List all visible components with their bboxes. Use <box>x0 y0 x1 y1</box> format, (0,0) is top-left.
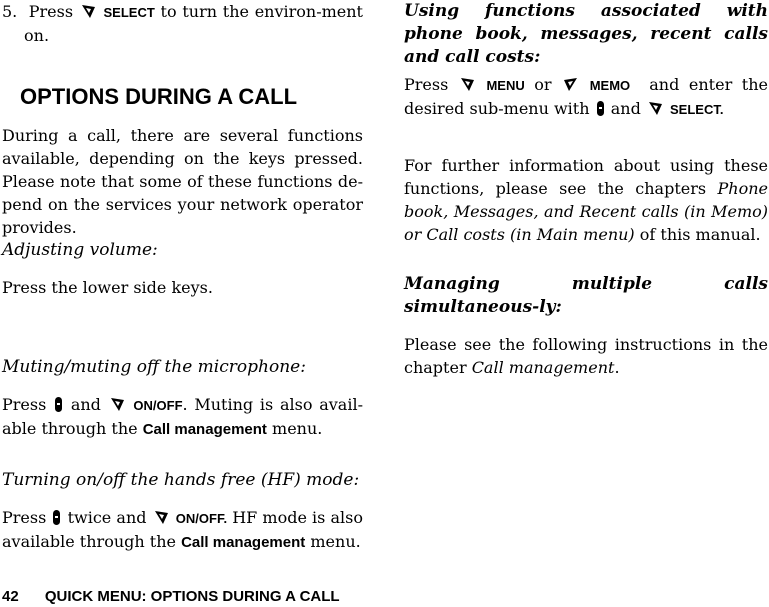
hf-end: menu. <box>310 532 361 551</box>
functions-instruction <box>404 73 768 121</box>
step-number: 5. <box>2 2 18 21</box>
hands-free-section <box>2 469 363 554</box>
step-press: Press <box>28 2 74 21</box>
call-management-menu-label: Call management <box>181 534 306 551</box>
volume-section <box>2 239 363 299</box>
mute-press: Press <box>2 395 47 414</box>
multi-text: Please see the following instructions in the chapter <box>404 335 768 377</box>
menu-key-label: MENU <box>486 78 525 93</box>
multi-chapter: Call management <box>471 358 615 377</box>
intro-paragraph <box>2 124 363 239</box>
side-key-icon <box>53 510 60 525</box>
footer-title: QUICK MENU: OPTIONS DURING A CALL <box>44 588 340 605</box>
left-soft-key-icon <box>460 77 475 92</box>
mute-section <box>2 356 363 441</box>
multi-end: . <box>614 358 620 377</box>
further-info <box>404 154 768 246</box>
volume-heading: Adjusting volume: <box>2 240 158 260</box>
volume-body: Press the lower side keys. <box>2 278 213 297</box>
functions-heading-block <box>404 0 768 69</box>
functions-heading: Using functions associated with phone book, messages, recent calls and call costs: <box>404 1 768 67</box>
section-title: OPTIONS DURING A CALL <box>20 84 298 109</box>
functions-enter: and enter the desired sub-menu with <box>404 75 768 118</box>
onoff-key-label: ON/OFF <box>133 398 183 413</box>
mute-body <box>2 393 363 441</box>
functions-and: and <box>610 99 641 118</box>
page-footer <box>2 587 340 607</box>
right-soft-key-icon <box>563 77 578 92</box>
step-5 <box>2 0 363 47</box>
mute-end: menu. <box>272 419 323 438</box>
multi-heading: Managing multiple calls simultaneous-ly: <box>404 274 768 317</box>
left-soft-key-icon <box>81 4 96 19</box>
left-soft-key-icon <box>154 510 169 525</box>
hf-heading: Turning on/off the hands free (HF) mode: <box>2 470 360 490</box>
info-chapters: Phone book, Messages, and Recent calls (in Memo) or Call costs (in Main menu) <box>404 179 768 244</box>
info-start: For further information about using these functions, please see the chapters <box>404 156 768 198</box>
onoff-key-label: ON/OFF. <box>175 511 228 526</box>
functions-press: Press <box>404 75 449 94</box>
info-end: of this manual. <box>639 225 761 244</box>
side-key-icon <box>55 397 62 412</box>
select-key-label: SELECT. <box>670 102 724 117</box>
multiple-calls-section <box>404 273 768 379</box>
mute-and: and <box>70 395 101 414</box>
further-info-body <box>404 154 768 246</box>
multi-body <box>404 333 768 379</box>
functions-or: or <box>534 75 552 94</box>
select-key-label: SELECT <box>103 5 155 20</box>
call-management-menu-label: Call management <box>142 421 267 438</box>
hf-body <box>2 506 363 554</box>
mute-rest: . Muting is also avail-able through the <box>2 395 363 438</box>
hf-press: Press <box>2 508 47 527</box>
left-soft-key-icon <box>648 101 663 116</box>
intro-text: During a call, there are several functions available, depending on the keys pressed. Please note that some of these functions de-pend on the services your network operator provides. <box>2 126 363 237</box>
page-number: 42 <box>2 588 19 605</box>
left-soft-key-icon <box>110 397 125 412</box>
hf-rest: HF mode is also available through the <box>2 508 364 551</box>
side-key-icon <box>597 101 604 116</box>
step-rest: to turn the environ-ment on. <box>24 2 363 45</box>
mute-heading: Muting/muting off the microphone: <box>2 357 306 377</box>
hf-twice: twice and <box>67 508 147 527</box>
memo-key-label: MEMO <box>589 78 631 93</box>
functions-body <box>404 73 768 121</box>
